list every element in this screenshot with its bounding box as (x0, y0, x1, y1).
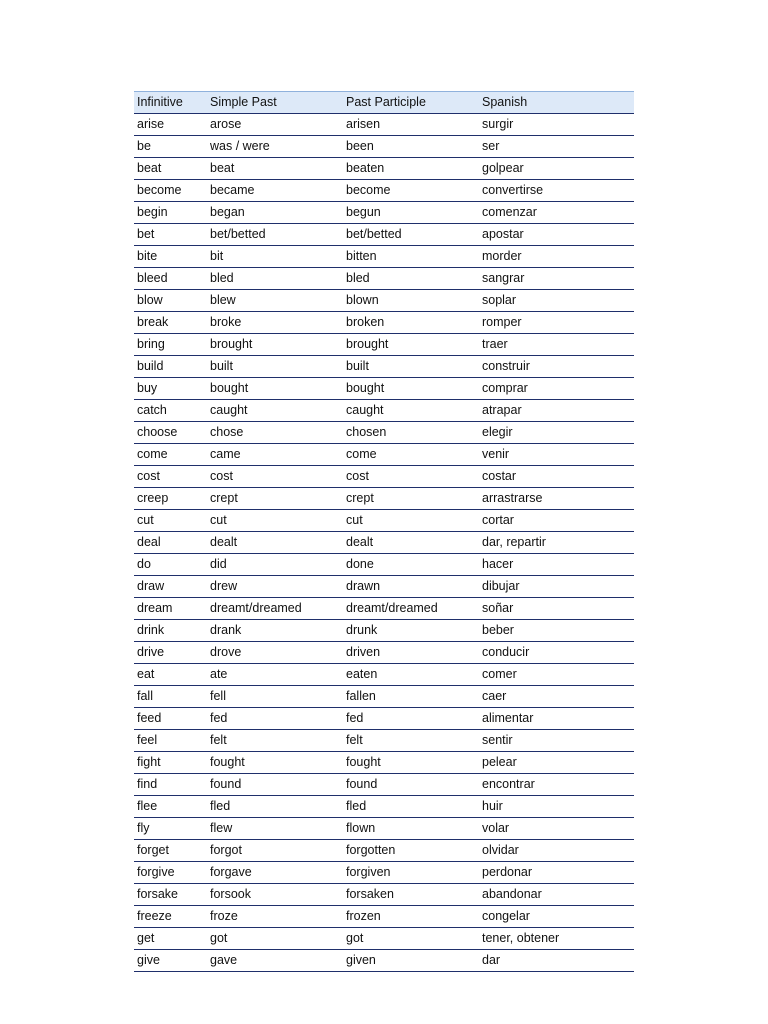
table-row (134, 576, 634, 598)
header-infinitive: Infinitive (134, 92, 207, 114)
cell-spanish: soñar (479, 598, 634, 620)
cell-past-participle: bled (343, 268, 479, 290)
cell-past-participle: felt (343, 730, 479, 752)
table-row (134, 400, 634, 422)
cell-simple-past: felt (207, 730, 343, 752)
cell-simple-past: forgot (207, 840, 343, 862)
cell-infinitive: drive (134, 642, 207, 664)
cell-past-participle: caught (343, 400, 479, 422)
cell-infinitive: bite (134, 246, 207, 268)
table-row (134, 378, 634, 400)
cell-infinitive: get (134, 928, 207, 950)
table-row (134, 422, 634, 444)
table-row (134, 708, 634, 730)
cell-infinitive: feed (134, 708, 207, 730)
cell-spanish: traer (479, 334, 634, 356)
cell-past-participle: bet/betted (343, 224, 479, 246)
table-row (134, 466, 634, 488)
header-simple-past: Simple Past (207, 92, 343, 114)
cell-spanish: convertirse (479, 180, 634, 202)
table-row (134, 686, 634, 708)
cell-spanish: comer (479, 664, 634, 686)
cell-spanish: sangrar (479, 268, 634, 290)
cell-past-participle: drunk (343, 620, 479, 642)
cell-simple-past: beat (207, 158, 343, 180)
cell-spanish: caer (479, 686, 634, 708)
table-row (134, 180, 634, 202)
cell-simple-past: fled (207, 796, 343, 818)
cell-simple-past: got (207, 928, 343, 950)
header-past-participle: Past Participle (343, 92, 479, 114)
cell-past-participle: fled (343, 796, 479, 818)
cell-simple-past: flew (207, 818, 343, 840)
cell-infinitive: eat (134, 664, 207, 686)
cell-spanish: alimentar (479, 708, 634, 730)
cell-past-participle: done (343, 554, 479, 576)
table-body (134, 114, 634, 972)
table-row (134, 510, 634, 532)
cell-infinitive: arise (134, 114, 207, 136)
cell-spanish: beber (479, 620, 634, 642)
table-row (134, 862, 634, 884)
cell-spanish: pelear (479, 752, 634, 774)
cell-spanish: congelar (479, 906, 634, 928)
cell-past-participle: brought (343, 334, 479, 356)
cell-past-participle: chosen (343, 422, 479, 444)
cell-infinitive: begin (134, 202, 207, 224)
cell-simple-past: was / were (207, 136, 343, 158)
table-row (134, 796, 634, 818)
cell-past-participle: been (343, 136, 479, 158)
table-row (134, 774, 634, 796)
cell-simple-past: built (207, 356, 343, 378)
table-row (134, 312, 634, 334)
cell-past-participle: forsaken (343, 884, 479, 906)
irregular-verbs-table (134, 91, 634, 972)
cell-infinitive: become (134, 180, 207, 202)
table-row (134, 202, 634, 224)
cell-infinitive: fall (134, 686, 207, 708)
cell-past-participle: broken (343, 312, 479, 334)
cell-spanish: comenzar (479, 202, 634, 224)
cell-spanish: apostar (479, 224, 634, 246)
cell-simple-past: ate (207, 664, 343, 686)
cell-simple-past: broke (207, 312, 343, 334)
cell-spanish: dar (479, 950, 634, 972)
cell-simple-past: bought (207, 378, 343, 400)
cell-infinitive: fight (134, 752, 207, 774)
cell-infinitive: find (134, 774, 207, 796)
cell-spanish: dar, repartir (479, 532, 634, 554)
cell-infinitive: forget (134, 840, 207, 862)
cell-spanish: encontrar (479, 774, 634, 796)
cell-simple-past: became (207, 180, 343, 202)
cell-infinitive: choose (134, 422, 207, 444)
table-row (134, 664, 634, 686)
table-row (134, 268, 634, 290)
table-row (134, 488, 634, 510)
table-row (134, 950, 634, 972)
table-row (134, 906, 634, 928)
table-row (134, 598, 634, 620)
table-row (134, 752, 634, 774)
cell-infinitive: creep (134, 488, 207, 510)
cell-simple-past: cut (207, 510, 343, 532)
cell-past-participle: got (343, 928, 479, 950)
cell-past-participle: fed (343, 708, 479, 730)
cell-simple-past: blew (207, 290, 343, 312)
cell-simple-past: dreamt/dreamed (207, 598, 343, 620)
cell-infinitive: feel (134, 730, 207, 752)
cell-infinitive: draw (134, 576, 207, 598)
cell-spanish: hacer (479, 554, 634, 576)
table-row (134, 532, 634, 554)
cell-past-participle: begun (343, 202, 479, 224)
table-row (134, 136, 634, 158)
cell-past-participle: crept (343, 488, 479, 510)
cell-infinitive: flee (134, 796, 207, 818)
cell-spanish: atrapar (479, 400, 634, 422)
cell-spanish: arrastrarse (479, 488, 634, 510)
cell-infinitive: bet (134, 224, 207, 246)
cell-infinitive: give (134, 950, 207, 972)
cell-past-participle: forgiven (343, 862, 479, 884)
cell-simple-past: forgave (207, 862, 343, 884)
cell-simple-past: chose (207, 422, 343, 444)
cell-spanish: golpear (479, 158, 634, 180)
cell-simple-past: gave (207, 950, 343, 972)
cell-past-participle: eaten (343, 664, 479, 686)
table-row (134, 158, 634, 180)
table-row (134, 290, 634, 312)
header-row (134, 92, 634, 114)
table-row (134, 246, 634, 268)
cell-infinitive: bleed (134, 268, 207, 290)
cell-simple-past: began (207, 202, 343, 224)
cell-simple-past: did (207, 554, 343, 576)
cell-past-participle: dreamt/dreamed (343, 598, 479, 620)
cell-spanish: soplar (479, 290, 634, 312)
cell-simple-past: crept (207, 488, 343, 510)
cell-simple-past: brought (207, 334, 343, 356)
cell-spanish: huir (479, 796, 634, 818)
cell-infinitive: freeze (134, 906, 207, 928)
cell-spanish: costar (479, 466, 634, 488)
cell-infinitive: deal (134, 532, 207, 554)
table-row (134, 730, 634, 752)
cell-simple-past: came (207, 444, 343, 466)
cell-past-participle: fought (343, 752, 479, 774)
cell-infinitive: fly (134, 818, 207, 840)
cell-simple-past: fed (207, 708, 343, 730)
cell-past-participle: become (343, 180, 479, 202)
cell-infinitive: dream (134, 598, 207, 620)
cell-past-participle: bought (343, 378, 479, 400)
cell-past-participle: arisen (343, 114, 479, 136)
cell-past-participle: found (343, 774, 479, 796)
cell-spanish: conducir (479, 642, 634, 664)
cell-infinitive: drink (134, 620, 207, 642)
cell-infinitive: do (134, 554, 207, 576)
cell-infinitive: cut (134, 510, 207, 532)
cell-simple-past: arose (207, 114, 343, 136)
cell-spanish: cortar (479, 510, 634, 532)
cell-past-participle: frozen (343, 906, 479, 928)
cell-simple-past: dealt (207, 532, 343, 554)
cell-spanish: ser (479, 136, 634, 158)
cell-infinitive: bring (134, 334, 207, 356)
cell-simple-past: cost (207, 466, 343, 488)
table-row (134, 114, 634, 136)
cell-spanish: elegir (479, 422, 634, 444)
cell-spanish: construir (479, 356, 634, 378)
cell-past-participle: cost (343, 466, 479, 488)
cell-past-participle: drawn (343, 576, 479, 598)
table-row (134, 928, 634, 950)
header-spanish: Spanish (479, 92, 634, 114)
cell-infinitive: beat (134, 158, 207, 180)
table-row (134, 444, 634, 466)
cell-spanish: volar (479, 818, 634, 840)
cell-spanish: perdonar (479, 862, 634, 884)
cell-simple-past: bit (207, 246, 343, 268)
cell-simple-past: drank (207, 620, 343, 642)
cell-simple-past: drove (207, 642, 343, 664)
cell-simple-past: caught (207, 400, 343, 422)
table-row (134, 620, 634, 642)
table-row (134, 334, 634, 356)
cell-simple-past: forsook (207, 884, 343, 906)
cell-infinitive: break (134, 312, 207, 334)
cell-simple-past: bet/betted (207, 224, 343, 246)
cell-simple-past: fought (207, 752, 343, 774)
table-row (134, 818, 634, 840)
table-row (134, 840, 634, 862)
cell-infinitive: cost (134, 466, 207, 488)
cell-past-participle: flown (343, 818, 479, 840)
cell-past-participle: fallen (343, 686, 479, 708)
cell-spanish: morder (479, 246, 634, 268)
cell-past-participle: blown (343, 290, 479, 312)
table-row (134, 554, 634, 576)
cell-past-participle: come (343, 444, 479, 466)
cell-past-participle: dealt (343, 532, 479, 554)
cell-infinitive: come (134, 444, 207, 466)
cell-simple-past: found (207, 774, 343, 796)
cell-spanish: abandonar (479, 884, 634, 906)
cell-infinitive: forsake (134, 884, 207, 906)
cell-past-participle: cut (343, 510, 479, 532)
cell-spanish: sentir (479, 730, 634, 752)
cell-past-participle: given (343, 950, 479, 972)
cell-spanish: romper (479, 312, 634, 334)
table-row (134, 884, 634, 906)
cell-infinitive: catch (134, 400, 207, 422)
cell-infinitive: forgive (134, 862, 207, 884)
table-row (134, 356, 634, 378)
cell-infinitive: be (134, 136, 207, 158)
table-header (134, 92, 634, 114)
cell-past-participle: built (343, 356, 479, 378)
cell-past-participle: bitten (343, 246, 479, 268)
cell-spanish: comprar (479, 378, 634, 400)
cell-spanish: dibujar (479, 576, 634, 598)
cell-simple-past: froze (207, 906, 343, 928)
cell-infinitive: build (134, 356, 207, 378)
cell-spanish: tener, obtener (479, 928, 634, 950)
cell-past-participle: beaten (343, 158, 479, 180)
table-row (134, 642, 634, 664)
cell-simple-past: drew (207, 576, 343, 598)
cell-spanish: surgir (479, 114, 634, 136)
table-row (134, 224, 634, 246)
cell-past-participle: forgotten (343, 840, 479, 862)
cell-infinitive: blow (134, 290, 207, 312)
cell-past-participle: driven (343, 642, 479, 664)
cell-infinitive: buy (134, 378, 207, 400)
cell-simple-past: bled (207, 268, 343, 290)
cell-spanish: olvidar (479, 840, 634, 862)
cell-spanish: venir (479, 444, 634, 466)
cell-simple-past: fell (207, 686, 343, 708)
